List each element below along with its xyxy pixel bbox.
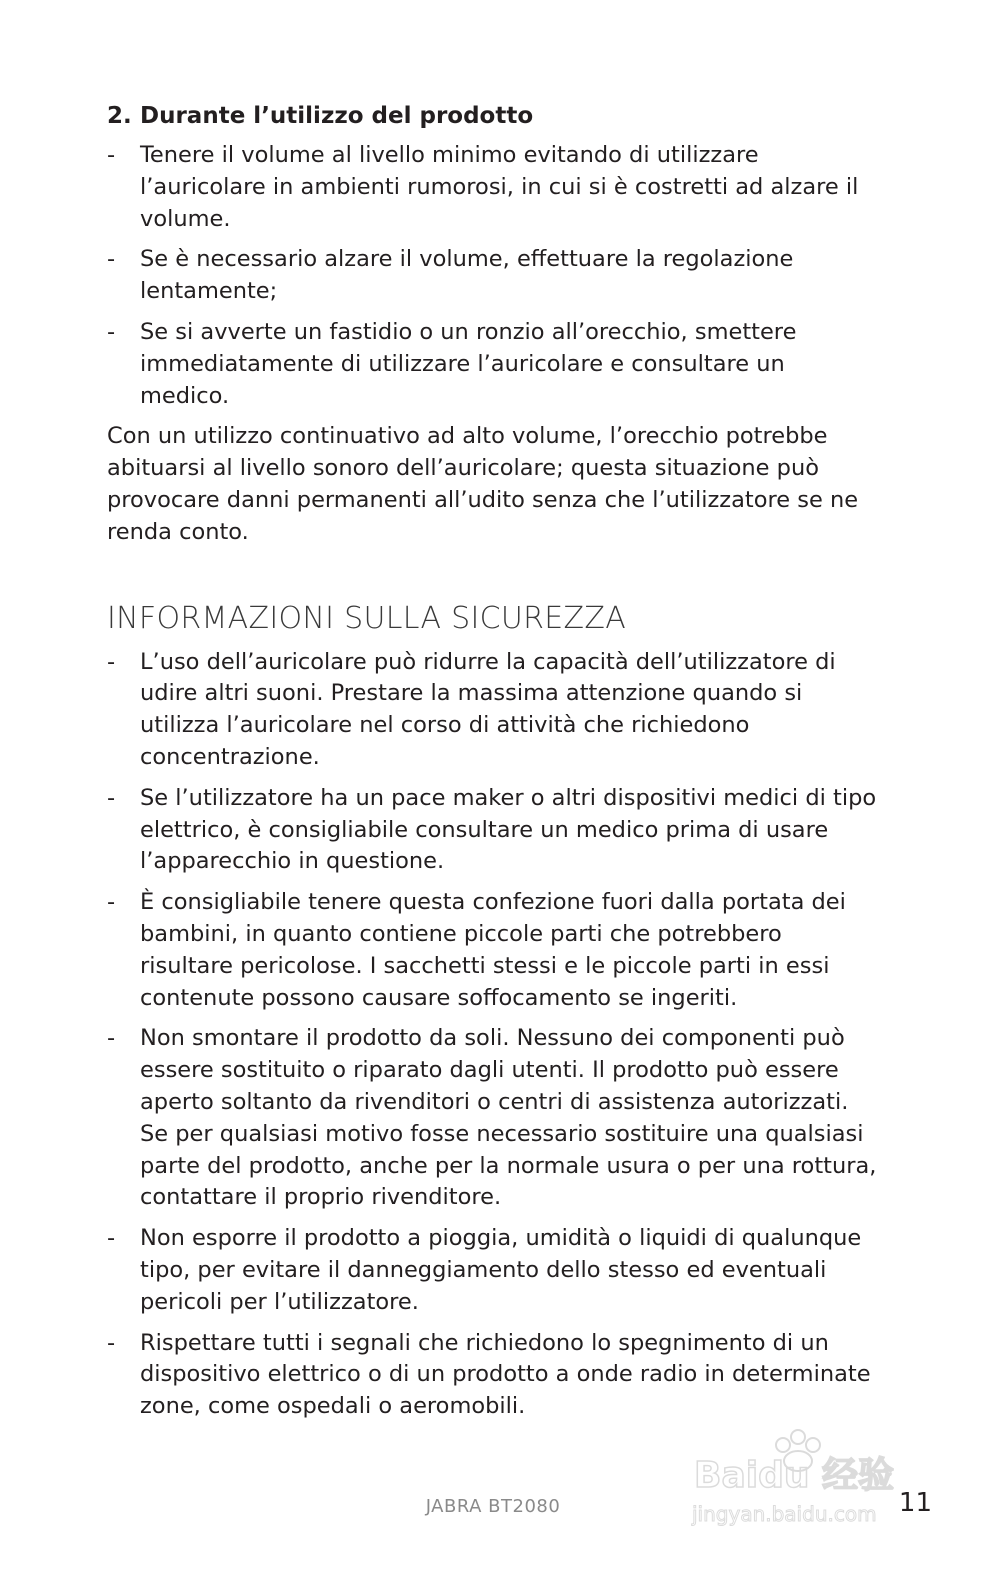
list-bullet: - <box>107 889 116 916</box>
list-item-text: Se l’utilizzatore ha un pace maker o altri dispositivi medici di tipo elettrico, è consigliabile consultare un medico prima di usare l’apparecchio in questione. <box>140 784 877 875</box>
document-page <box>107 100 877 1432</box>
list-item-text: Se è necessario alzare il volume, effettuare la regolazione lentamente; <box>140 246 794 305</box>
list-item <box>107 244 877 308</box>
list-item <box>107 1023 877 1214</box>
section-number: 2. <box>107 103 132 129</box>
list-item <box>107 887 877 1014</box>
list-bullet: - <box>107 1025 116 1052</box>
list-bullet: - <box>107 784 116 811</box>
list-item-text: Non smontare il prodotto da soli. Nessuno dei componenti può essere sostituito o riparato dagli utenti. Il prodotto può essere aperto soltanto da rivenditori o centri di assistenza autorizzati. Se per qualsiasi motivo fosse necessario sostituire una qualsiasi parte del prodotto, anche per la normale usura o per una rottura, contattare il proprio rivenditore. <box>140 1025 877 1211</box>
list-item-text: Rispettare tutti i segnali che richiedono lo spegnimento di un dispositivo elettrico o di un prodotto a onde radio in determinate zone, come ospedali o aeromobili. <box>140 1329 871 1420</box>
list-bullet: - <box>107 246 116 273</box>
list-item-text: Non esporre il prodotto a pioggia, umidità o liquidi di qualunque tipo, per evitare il danneggiamento dello stesso ed eventuali pericoli per l’utilizzatore. <box>140 1225 862 1315</box>
list-item <box>107 647 877 774</box>
list-item-text: È consigliabile tenere questa confezione fuori dalla portata dei bambini, in quanto contiene piccole parti che potrebbero risultare pericolose. I sacchetti stessi e le piccole parti in essi contenute possono causare soffocamento se ingeriti. <box>140 889 846 1011</box>
section-title: Durante l’utilizzo del prodotto <box>140 103 534 129</box>
list-bullet: - <box>107 648 116 675</box>
baidu-watermark-icon <box>690 1425 920 1535</box>
list-bullet: - <box>107 1329 116 1356</box>
safety-title: INFORMAZIONI SULLA SICUREZZA <box>107 600 627 636</box>
watermark-text: Baidu 经验 <box>694 1455 895 1496</box>
section-heading <box>107 100 877 132</box>
list-item-text: L’uso dell’auricolare può ridurre la capacità dell’utilizzatore di udire altri suoni. Prestare la massima attenzione quando si utilizza l’auricolare nel corso di attività che richiedono concentrazione. <box>140 648 836 770</box>
footer-brand: JABRA BT2080 <box>425 1496 561 1517</box>
list-item-text: Tenere il volume al livello minimo evitando di utilizzare l’auricolare in ambienti rumorosi, in cui si è costretti ad alzare il volume. <box>140 142 859 232</box>
usage-list <box>107 140 877 412</box>
usage-paragraph: Con un utilizzo continuativo ad alto volume, l’orecchio potrebbe abituarsi al livello sonoro dell’auricolare; questa situazione può provocare danni permanenti all’udito senza che l’utilizzatore se ne renda conto. <box>107 423 859 545</box>
watermark-url: jingyan.baidu.com <box>692 1502 877 1526</box>
list-item <box>107 1328 877 1423</box>
list-bullet: - <box>107 1225 116 1252</box>
list-item <box>107 783 877 878</box>
list-item-text: Se si avverte un fastidio o un ronzio all’orecchio, smettere immediatamente di utilizzare l’auricolare e consultare un medico. <box>140 318 797 409</box>
list-item <box>107 1223 877 1318</box>
list-bullet: - <box>107 142 116 168</box>
list-item <box>107 140 877 235</box>
safety-list <box>107 647 877 1423</box>
list-item <box>107 317 877 412</box>
page-number: 11 <box>898 1488 932 1518</box>
list-bullet: - <box>107 318 116 345</box>
